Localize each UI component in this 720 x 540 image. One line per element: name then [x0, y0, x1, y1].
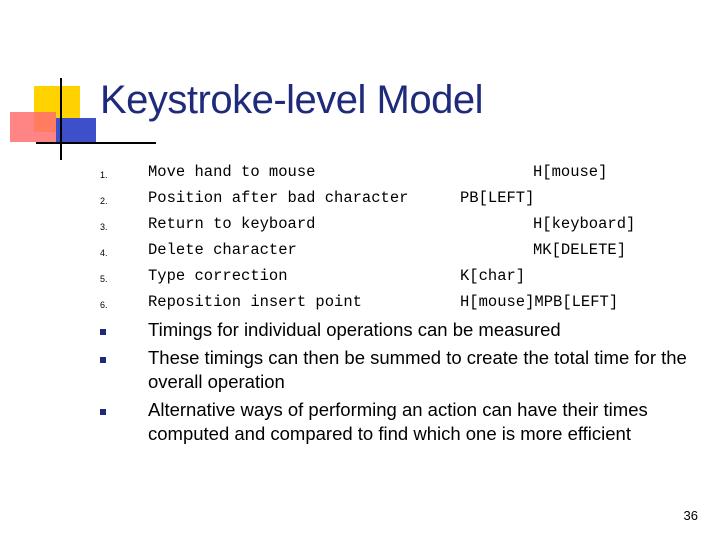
step-code: H[keyboard] [533, 215, 636, 233]
square-bullet-icon [100, 357, 106, 363]
step-description: Type correction [148, 267, 288, 285]
step-description: Move hand to mouse [148, 163, 316, 181]
slide-title: Keystroke-level Model [100, 78, 483, 122]
logo-blue-square [56, 118, 96, 142]
step-row [0, 162, 720, 188]
step-row [0, 292, 720, 318]
logo-horizontal-line [36, 142, 156, 144]
step-description: Reposition insert point [148, 293, 362, 311]
bullet-item [0, 346, 720, 394]
step-description: Position after bad character [148, 189, 409, 207]
numbered-step-list [0, 162, 720, 318]
square-bullet-icon [100, 409, 106, 415]
slide-logo-decoration [0, 0, 110, 170]
step-number: 2. [100, 196, 108, 206]
step-number: 6. [100, 300, 108, 310]
step-number: 5. [100, 274, 108, 284]
square-bullet-icon [100, 329, 106, 335]
bullet-text: These timings can then be summed to create the total time for the overall operation [148, 347, 687, 392]
bullet-list [0, 318, 720, 446]
step-number: 4. [100, 248, 108, 258]
step-code: H[mouse] [533, 163, 608, 181]
step-code: K[char] [460, 267, 526, 285]
step-code: PB[LEFT] [460, 189, 535, 207]
step-description: Delete character [148, 241, 297, 259]
step-code: H[mouse]MPB[LEFT] [460, 293, 619, 311]
bullet-item [0, 398, 720, 446]
step-number: 1. [100, 170, 108, 180]
step-row [0, 266, 720, 292]
step-row [0, 188, 720, 214]
bullet-item [0, 318, 720, 342]
step-number: 3. [100, 222, 108, 232]
logo-vertical-line [60, 78, 62, 160]
step-code: MK[DELETE] [533, 241, 627, 259]
logo-red-square [10, 112, 56, 142]
page-number: 36 [683, 508, 698, 523]
step-description: Return to keyboard [148, 215, 316, 233]
step-row [0, 214, 720, 240]
bullet-text: Alternative ways of performing an action can have their times computed and compared to find which one is more efficient [148, 399, 648, 444]
bullet-text: Timings for individual operations can be measured [148, 319, 561, 340]
step-row [0, 240, 720, 266]
